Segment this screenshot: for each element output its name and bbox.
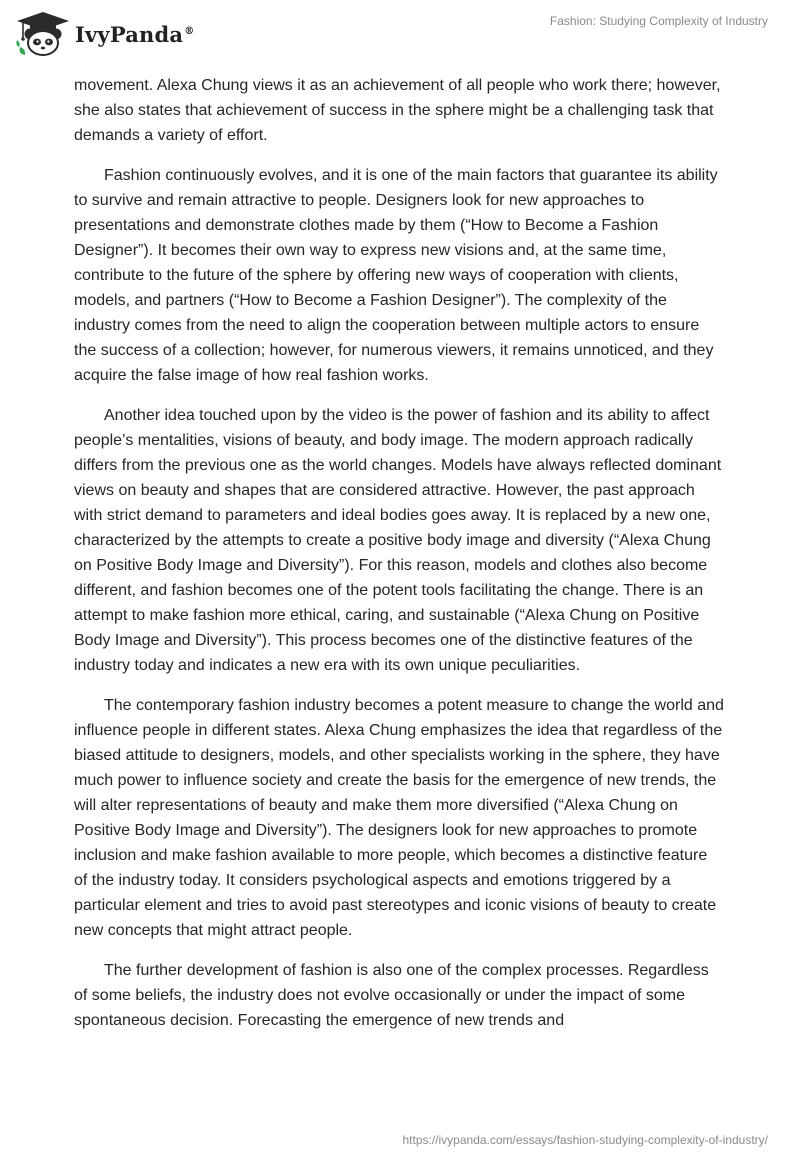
paragraph: Fashion continuously evolves, and it is one of the main factors that guarantee its ability to survive and remain attractive to people. Designers look for new approaches to presentations and demonstrate clothes made by them (“How to Become a Fashion Designer”). It becomes their own way to express new visions and, at the same time, contribute to the future of the sphere by offering new ways of cooperation with clients, models, and partners (“How to Become a Fashion Designer”). The complexity of the industry comes from the need to align the cooperation between multiple actors to ensure the success of a collection; however, for numerous viewers, it remains unnoticed, and they acquire the false image of how real fashion works. <box>74 167 718 384</box>
paragraph: Another idea touched upon by the video is the power of fashion and its ability to affect people’s mentalities, visions of beauty, and body image. The modern approach radically differs from the previous one as the world changes. Models have always reflected dominant views on beauty and shapes that are considered attractive. However, the past approach with strict demand to parameters and ideal bodies goes away. It is replaced by a new one, characterized by the attempts to create a positive body image and diversity (“Alexa Chung on Positive Body Image and Diversity”). For this reason, models and clothes also become different, and fashion becomes one of the potent tools facilitating the change. There is an attempt to make fashion more ethical, caring, and sustainable (“Alexa Chung on Positive Body Image and Diversity”). This process becomes one of the distinctive features of the industry today and indicates a new era with its own unique peculiarities. <box>74 407 722 674</box>
logo-text: IvyPanda® <box>75 22 195 47</box>
paragraph: The further development of fashion is also one of the complex processes. Regardless of some beliefs, the industry does not evolve occasionally or under the impact of some spontaneous decision. Forecasting the emergence of new trends and <box>74 962 709 1029</box>
paragraph: movement. Alexa Chung views it as an achievement of all people who work there; however, she also states that achievement of success in the sphere might be a challenging task that demands a variety of effort. <box>74 77 721 144</box>
panda-graduate-icon <box>15 10 71 56</box>
essay-body <box>74 73 724 1048</box>
ivypanda-logo[interactable] <box>15 10 194 56</box>
registered-mark: ® <box>184 26 195 37</box>
source-url[interactable]: https://ivypanda.com/essays/fashion-studying-complexity-of-industry/ <box>402 1133 768 1147</box>
paragraph: The contemporary fashion industry becomes a potent measure to change the world and influence people in different states. Alexa Chung emphasizes the idea that regardless of the biased attitude to designers, models, and other specialists working in the sphere, they have much power to influence society and create the basis for the emergence of new trends, the will alter representations of beauty and make them more diversified (“Alexa Chung on Positive Body Image and Diversity”). The designers look for new approaches to promote inclusion and make fashion available to more people, which becomes a distinctive feature of the industry today. It considers psychological aspects and emotions triggered by a particular element and tries to avoid past stereotypes and iconic visions of beauty to create new concepts that might attract people. <box>74 697 724 939</box>
running-title: Fashion: Studying Complexity of Industry <box>549 14 768 28</box>
page-header <box>0 0 800 70</box>
